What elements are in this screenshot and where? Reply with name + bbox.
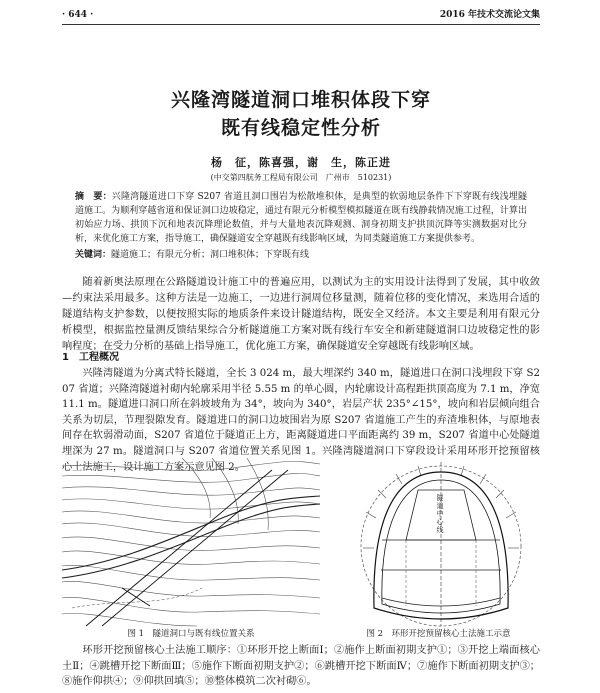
- authors: 杨 征，陈喜强，谢 生，陈正进: [211, 156, 391, 169]
- centerline-label: 隧道中心线: [436, 494, 444, 534]
- keywords: [75, 248, 527, 262]
- construction-sequence-paragraph: 环形开挖预留核心土法施工顺序：①环形开挖上断面Ⅰ；②施作上断面初期支护①；③开挖上端面核心土Ⅱ；④跳槽开挖下断面Ⅲ；⑤施作下断面初期支护②；⑥跳槽开挖下断面Ⅳ；⑦施作下断面初期支护③；⑧施作仰拱④；⑨仰拱回填⑤；⑩整体模筑二次衬砌⑥。: [62, 645, 540, 687]
- bolt-tick: [418, 466, 421, 476]
- bolt-tick: [378, 490, 386, 498]
- affiliation: (中交第四航务工程局有限公司 广州市 510231): [210, 173, 392, 182]
- contour-line: [62, 487, 320, 495]
- contour-line: [62, 461, 320, 470]
- figure-2-caption: 图 2 环形开挖预留核心土法施工示意: [366, 629, 511, 639]
- contour-line: [62, 581, 320, 598]
- header-rule: [62, 24, 540, 25]
- title-line-1: 兴隆湾隧道洞口堆积体段下穿: [170, 89, 431, 111]
- road-edge: [62, 504, 320, 578]
- bolt-tick: [461, 466, 464, 476]
- page-number: · 644 ·: [62, 10, 94, 20]
- journal-name: 2016 年技术交流论文集: [439, 10, 540, 20]
- contour-lines: [62, 458, 320, 626]
- contour-line: [62, 511, 320, 523]
- tunnel-portal: [122, 588, 150, 606]
- title-line-2: 既有线稳定性分析: [220, 117, 381, 139]
- bolt-tick: [396, 474, 402, 484]
- road-edge: [62, 496, 320, 570]
- figure-1-site-plan: [62, 458, 320, 628]
- abstract: [75, 190, 527, 248]
- bolt-tick: [506, 512, 516, 518]
- contour-line: [62, 537, 320, 551]
- keywords-text: 隧道施工；有限元分析；洞口堆积体；下穿既有线: [111, 250, 310, 260]
- contour-line: [62, 523, 320, 537]
- contour-line: [247, 458, 268, 530]
- abstract-label: 摘 要：: [75, 192, 112, 202]
- contour-line: [62, 565, 320, 580]
- tunnel-alignment: [86, 470, 288, 626]
- bolt-tick: [496, 490, 504, 498]
- section-1-title: 1 工程概况: [62, 352, 119, 363]
- contour-line: [62, 597, 320, 614]
- figure-1-caption: 图 1 隧道洞口与既有线位置关系: [127, 629, 255, 639]
- keywords-label: 关键词：: [75, 250, 112, 260]
- abstract-text: 兴隆湾隧道进口下穿 S207 省道且洞口围岩为松散堆积体，是典型的软弱地层条件下下穿既有线浅埋隧道施工。为顺利穿越省道和保证洞口边坡稳定，通过有限元分析模型模拟隧道在既有线静载情况施工过程，计算出初始应力场、拱顶下沉和地表沉降理论数值，并与大量地表沉降观测、洞身初期支护拱顶沉降等实测数据对比分析，来优化施工方案，指导施工，确保隧道安全穿越既有线影响区域，为同类隧道施工方案提供参考。: [75, 192, 527, 244]
- section-1-paragraph: 兴隆湾隧道为分离式特长隧道，全长 3 024 m，最大埋深约 340 m，隧道进口在洞口浅埋段下穿 S207 省道；兴隆湾隧道衬砌内轮廓采用半径 5.55 m 的单心圆，内轮廓设计高程距拱顶高度为 7.1 m，净宽 11.1 m。隧道进口洞口所在斜坡坡角为 34°，坡向为 340°，岩层产状 235°∠15°，坡向和岩层倾向组合关系为切层，节理裂隙发育。隧道进口的洞口边坡围岩为原 S207 省道施工产生的弃渣堆积体，与原地表间存在软弱滑动面，S207 省道位于隧道正上方，距离隧道进口平面距离约 39 m，S207 省道中心处隧道埋深为 27 m。隧道洞口与 S207 省道位置关系见图 1。兴隆湾隧道洞口下穿段设计采用环形开挖预留核心土法施工，设计施工方案示意见图 2。: [62, 368, 540, 473]
- contour-line: [62, 613, 197, 626]
- tunnel-line: [102, 470, 288, 626]
- contour-line: [62, 473, 320, 482]
- road-s207: [62, 496, 320, 578]
- intro-paragraph: 随着新奥法原理在公路隧道设计施工中的普遍应用，以测试为主的实用设计法得到了发展，其中收敛—约束法采用最多。这种方法是一边施工，一边进行洞周位移量测，随着位移的变化情况，来选用合适的隧道结构支护参数，以便按照实际的地质条件来设计隧道结构，既安全又经济。本文主要是利用有限元分析模型，根据监控量测反馈结果综合分析隧道施工方案对既有线行车安全和新建隧道洞口边坡稳定性的影响程度；在受力分析的基础上指导施工，优化施工方案，确保隧道安全穿越既有线影响区域。: [62, 277, 540, 352]
- figure-2-cross-section: [336, 458, 541, 628]
